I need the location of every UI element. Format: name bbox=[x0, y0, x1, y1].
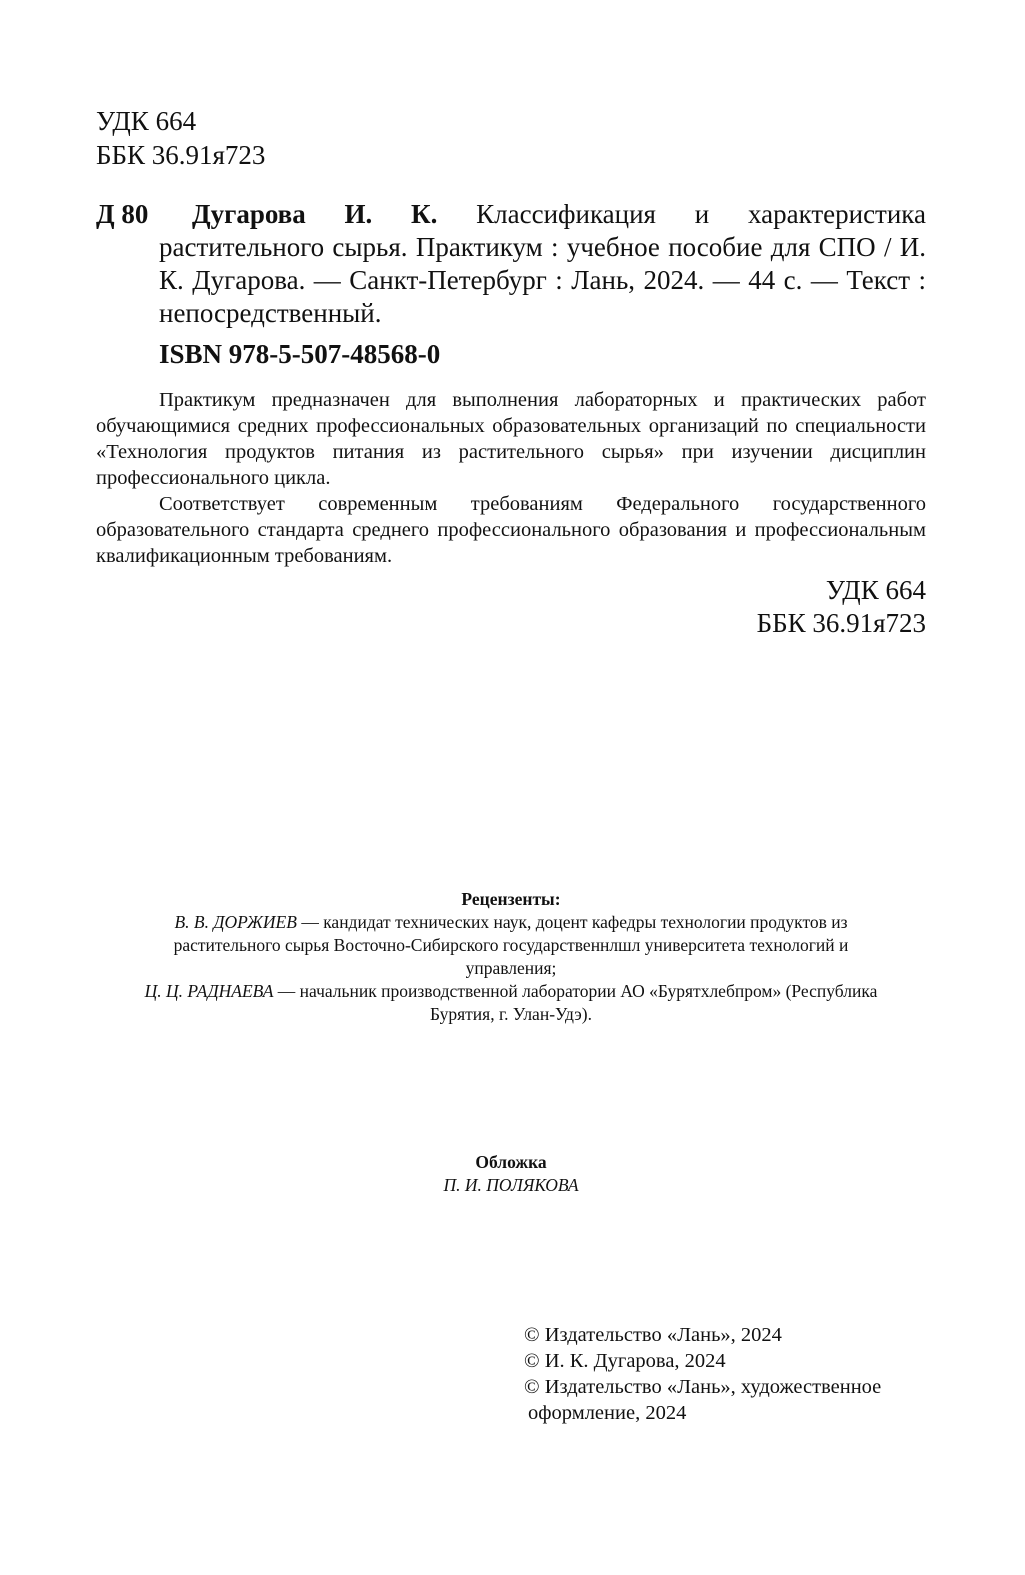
reviewer-2-name: Ц. Ц. РАДНАЕВА bbox=[144, 981, 274, 1001]
copyright-line-3: © Издательство «Лань», художественное bbox=[524, 1376, 882, 1398]
copyright-block bbox=[524, 1322, 944, 1426]
reviewer-2-text-b: Бурятия, г. Улан-Удэ). bbox=[429, 1004, 593, 1024]
cover-heading: Обложка bbox=[475, 1152, 547, 1172]
reviewer-2 bbox=[96, 980, 926, 1026]
bbk-code-bottom: ББК 36.91я723 bbox=[756, 608, 926, 638]
bib-description: Классификация и характеристика растительного сырья. Практикум : учебное пособие для СПО / И. К. Дугарова. — Санкт-Петербург : Лань, 2024. — 44 с. — Текст : непосредственный. bbox=[159, 199, 926, 328]
annotation-paragraph-2: Соответствует современным требованиям Федерального государственного образовательного стандарта среднего профессионального образования и профессиональным квалификационным требованиям. bbox=[96, 493, 926, 567]
reviewers-heading: Рецензенты: bbox=[461, 889, 561, 909]
cover-designer: П. И. ПОЛЯКОВА bbox=[443, 1175, 579, 1195]
classification-codes-top bbox=[96, 104, 265, 172]
reviewer-1-name: В. В. ДОРЖИЕВ bbox=[174, 912, 297, 932]
copyright-line-2: © И. К. Дугарова, 2024 bbox=[524, 1350, 726, 1372]
author-mark: Д 80 bbox=[96, 199, 149, 229]
copyright-line-4: оформление, 2024 bbox=[528, 1402, 687, 1424]
isbn: ISBN 978-5-507-48568-0 bbox=[159, 339, 441, 369]
reviewer-1-text-a: — кандидат технических наук, доцент кафедры технологии продуктов из bbox=[296, 912, 848, 932]
reviewer-1-text-c: управления; bbox=[465, 958, 557, 978]
udk-code-bottom: УДК 664 bbox=[825, 575, 926, 605]
bbk-code: ББК 36.91я723 bbox=[96, 140, 266, 170]
reviewer-1-text-b: растительного сырья Восточно-Сибирского государственнлшл университета технологий и bbox=[173, 935, 849, 955]
copyright-line-1: © Издательство «Лань», 2024 bbox=[524, 1324, 782, 1346]
annotation-paragraph-1: Практикум предназначен для выполнения лабораторных и практических работ обучающимися средних профессиональных образовательных организаций по специальности «Технология продуктов питания из растительного сырья» при изучении дисциплин профессионального цикла. bbox=[96, 389, 926, 489]
cover-credit bbox=[96, 1151, 926, 1197]
udk-code: УДК 664 bbox=[96, 106, 197, 136]
reviewer-2-text-a: — начальник производственной лаборатории АО «Бурятхлебпром» (Республика bbox=[273, 981, 878, 1001]
annotation bbox=[96, 387, 926, 569]
bibliographic-entry bbox=[159, 198, 926, 330]
reviewers-section bbox=[96, 888, 926, 1026]
reviewer-1 bbox=[96, 911, 926, 980]
classification-codes-bottom bbox=[600, 574, 926, 640]
bib-author: Дугарова И. К. bbox=[192, 199, 438, 229]
